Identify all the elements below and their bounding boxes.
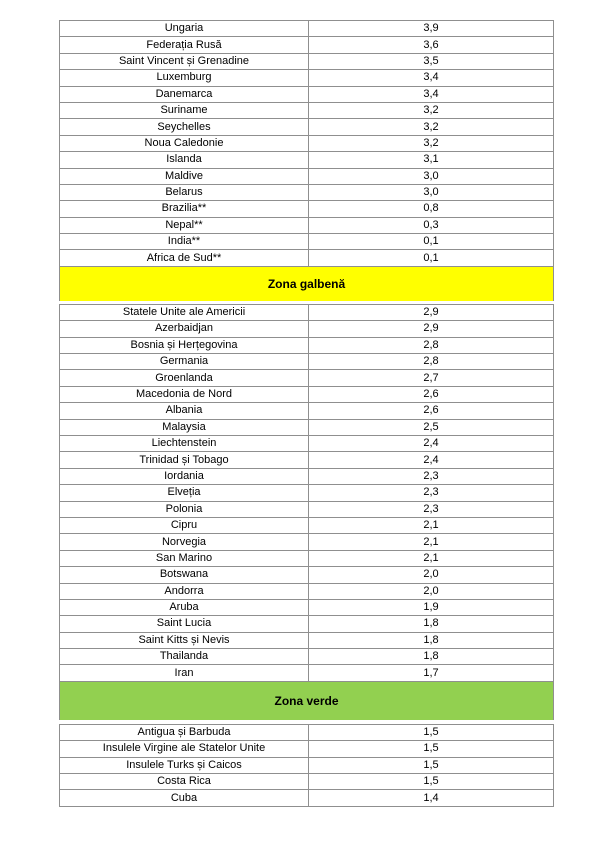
value-cell: 3,2 bbox=[423, 136, 439, 149]
value-cell: 1,8 bbox=[423, 650, 439, 663]
country-cell: Macedonia de Nord bbox=[60, 387, 309, 402]
country-cell: Malaysia bbox=[60, 420, 309, 435]
country-cell: Saint Kitts și Nevis bbox=[60, 633, 309, 648]
table-row bbox=[60, 103, 553, 119]
value-cell: 1,9 bbox=[423, 601, 439, 614]
value-cell: 3,4 bbox=[423, 87, 439, 100]
value-cell: 2,3 bbox=[423, 486, 439, 499]
table-row bbox=[60, 152, 553, 168]
table-row bbox=[60, 21, 553, 37]
table-row bbox=[60, 370, 553, 386]
value-cell: 2,7 bbox=[423, 371, 439, 384]
country-cell: Cuba bbox=[60, 790, 309, 805]
table-row bbox=[60, 201, 553, 217]
value-cell: 1,8 bbox=[423, 617, 439, 630]
value-cell: 2,6 bbox=[423, 388, 439, 400]
value-cell: 2,9 bbox=[423, 306, 439, 319]
country-cell: Saint Vincent și Grenadine bbox=[60, 54, 309, 69]
table-row bbox=[60, 169, 553, 185]
value-cell: 3,0 bbox=[423, 186, 439, 199]
value-cell: 2,1 bbox=[423, 551, 439, 564]
country-values-table bbox=[59, 20, 554, 807]
country-cell: Bosnia și Herțegovina bbox=[60, 338, 309, 353]
country-cell: Botswana bbox=[60, 567, 309, 582]
table-row bbox=[60, 534, 553, 550]
zone-band-wrap bbox=[59, 267, 554, 304]
table-row bbox=[60, 70, 553, 86]
table-row bbox=[60, 758, 553, 774]
table-row bbox=[60, 387, 553, 403]
country-cell: Elveția bbox=[60, 485, 309, 500]
value-cell: 2,1 bbox=[423, 535, 439, 548]
table-row bbox=[60, 354, 553, 370]
country-cell: Albania bbox=[60, 403, 309, 418]
table-row bbox=[60, 218, 553, 234]
value-cell: 2,3 bbox=[423, 502, 439, 515]
country-cell: San Marino bbox=[60, 551, 309, 566]
table-row bbox=[60, 649, 553, 665]
value-cell: 1,5 bbox=[423, 742, 439, 755]
table-row bbox=[60, 54, 553, 70]
country-cell: Luxemburg bbox=[60, 70, 309, 85]
country-cell: Brazilia** bbox=[60, 201, 309, 216]
country-cell: Insulele Virgine ale Statelor Unite bbox=[60, 741, 309, 756]
country-cell: Suriname bbox=[60, 103, 309, 118]
country-cell: Ungaria bbox=[60, 21, 309, 36]
zone-band-wrap bbox=[59, 682, 554, 724]
value-cell: 2,3 bbox=[423, 469, 439, 482]
table-row bbox=[60, 567, 553, 583]
table-row bbox=[60, 600, 553, 616]
table-row bbox=[60, 403, 553, 419]
table-row bbox=[60, 250, 553, 266]
country-cell: Nepal** bbox=[60, 218, 309, 233]
table-row bbox=[60, 185, 553, 201]
table-row bbox=[60, 633, 553, 649]
country-cell: Groenlanda bbox=[60, 370, 309, 385]
country-cell: Seychelles bbox=[60, 119, 309, 134]
value-cell: 1,8 bbox=[423, 633, 439, 646]
country-cell: Insulele Turks și Caicos bbox=[60, 758, 309, 773]
table-section bbox=[59, 20, 554, 267]
country-cell: Federația Rusă bbox=[60, 37, 309, 52]
value-cell: 3,5 bbox=[423, 54, 439, 67]
table-row bbox=[60, 518, 553, 534]
country-cell: Aruba bbox=[60, 600, 309, 615]
country-cell: India** bbox=[60, 234, 309, 249]
zone-band: Zona galbenă bbox=[59, 267, 554, 301]
country-cell: Cipru bbox=[60, 518, 309, 533]
value-cell: 3,2 bbox=[423, 120, 439, 133]
table-row bbox=[60, 37, 553, 53]
country-cell: Germania bbox=[60, 354, 309, 369]
table-row bbox=[60, 790, 553, 806]
table-row bbox=[60, 584, 553, 600]
country-cell: Trinidad și Tobago bbox=[60, 452, 309, 467]
table-row bbox=[60, 452, 553, 468]
value-cell: 2,5 bbox=[423, 420, 439, 433]
table-row bbox=[60, 234, 553, 250]
value-cell: 2,4 bbox=[423, 437, 439, 450]
value-cell: 2,8 bbox=[423, 355, 439, 368]
value-cell: 1,5 bbox=[423, 775, 439, 788]
country-cell: Liechtenstein bbox=[60, 436, 309, 451]
table-row bbox=[60, 436, 553, 452]
country-cell: Islanda bbox=[60, 152, 309, 167]
value-cell: 1,7 bbox=[423, 666, 439, 679]
value-cell: 0,8 bbox=[423, 202, 439, 215]
value-cell: 3,4 bbox=[423, 71, 439, 84]
table-row bbox=[60, 774, 553, 790]
table-row bbox=[60, 502, 553, 518]
zone-band: Zona verde bbox=[59, 682, 554, 720]
table-section bbox=[59, 724, 554, 807]
value-cell: 3,6 bbox=[423, 38, 439, 51]
table-row bbox=[60, 551, 553, 567]
value-cell: 0,1 bbox=[423, 235, 439, 248]
country-cell: Costa Rica bbox=[60, 774, 309, 789]
value-cell: 1,4 bbox=[423, 791, 439, 804]
country-cell: Thailanda bbox=[60, 649, 309, 664]
country-cell: Saint Lucia bbox=[60, 616, 309, 631]
value-cell: 3,1 bbox=[423, 153, 439, 166]
country-cell: Danemarca bbox=[60, 87, 309, 102]
country-cell: Iordania bbox=[60, 469, 309, 484]
value-cell: 0,3 bbox=[423, 218, 439, 231]
value-cell: 2,9 bbox=[423, 322, 439, 335]
table-row bbox=[60, 741, 553, 757]
country-cell: Africa de Sud** bbox=[60, 250, 309, 265]
table-row bbox=[60, 420, 553, 436]
value-cell: 1,5 bbox=[423, 758, 439, 771]
table-row bbox=[60, 338, 553, 354]
country-cell: Andorra bbox=[60, 584, 309, 599]
table-row bbox=[60, 119, 553, 135]
table-row bbox=[60, 485, 553, 501]
table-section bbox=[59, 304, 554, 682]
table-row bbox=[60, 725, 553, 741]
value-cell: 3,0 bbox=[423, 169, 439, 182]
value-cell: 3,2 bbox=[423, 104, 439, 117]
country-cell: Noua Caledonie bbox=[60, 136, 309, 151]
country-cell: Norvegia bbox=[60, 534, 309, 549]
country-cell: Statele Unite ale Americii bbox=[60, 305, 309, 320]
country-cell: Maldive bbox=[60, 169, 309, 184]
table-row bbox=[60, 616, 553, 632]
value-cell: 2,1 bbox=[423, 519, 439, 532]
country-cell: Antigua și Barbuda bbox=[60, 725, 309, 740]
country-cell: Polonia bbox=[60, 502, 309, 517]
value-cell: 1,5 bbox=[423, 726, 439, 739]
table-row bbox=[60, 136, 553, 152]
value-cell: 2,8 bbox=[423, 338, 439, 351]
table-row bbox=[60, 87, 553, 103]
table-row bbox=[60, 321, 553, 337]
value-cell: 2,4 bbox=[423, 453, 439, 466]
value-cell: 2,0 bbox=[423, 568, 439, 581]
table-row bbox=[60, 469, 553, 485]
country-cell: Belarus bbox=[60, 185, 309, 200]
table-row bbox=[60, 305, 553, 321]
value-cell: 3,9 bbox=[423, 22, 439, 35]
country-cell: Iran bbox=[60, 665, 309, 680]
value-cell: 0,1 bbox=[423, 251, 439, 264]
country-cell: Azerbaidjan bbox=[60, 321, 309, 336]
value-cell: 2,0 bbox=[423, 584, 439, 597]
table-row bbox=[60, 665, 553, 681]
value-cell: 2,6 bbox=[423, 404, 439, 417]
